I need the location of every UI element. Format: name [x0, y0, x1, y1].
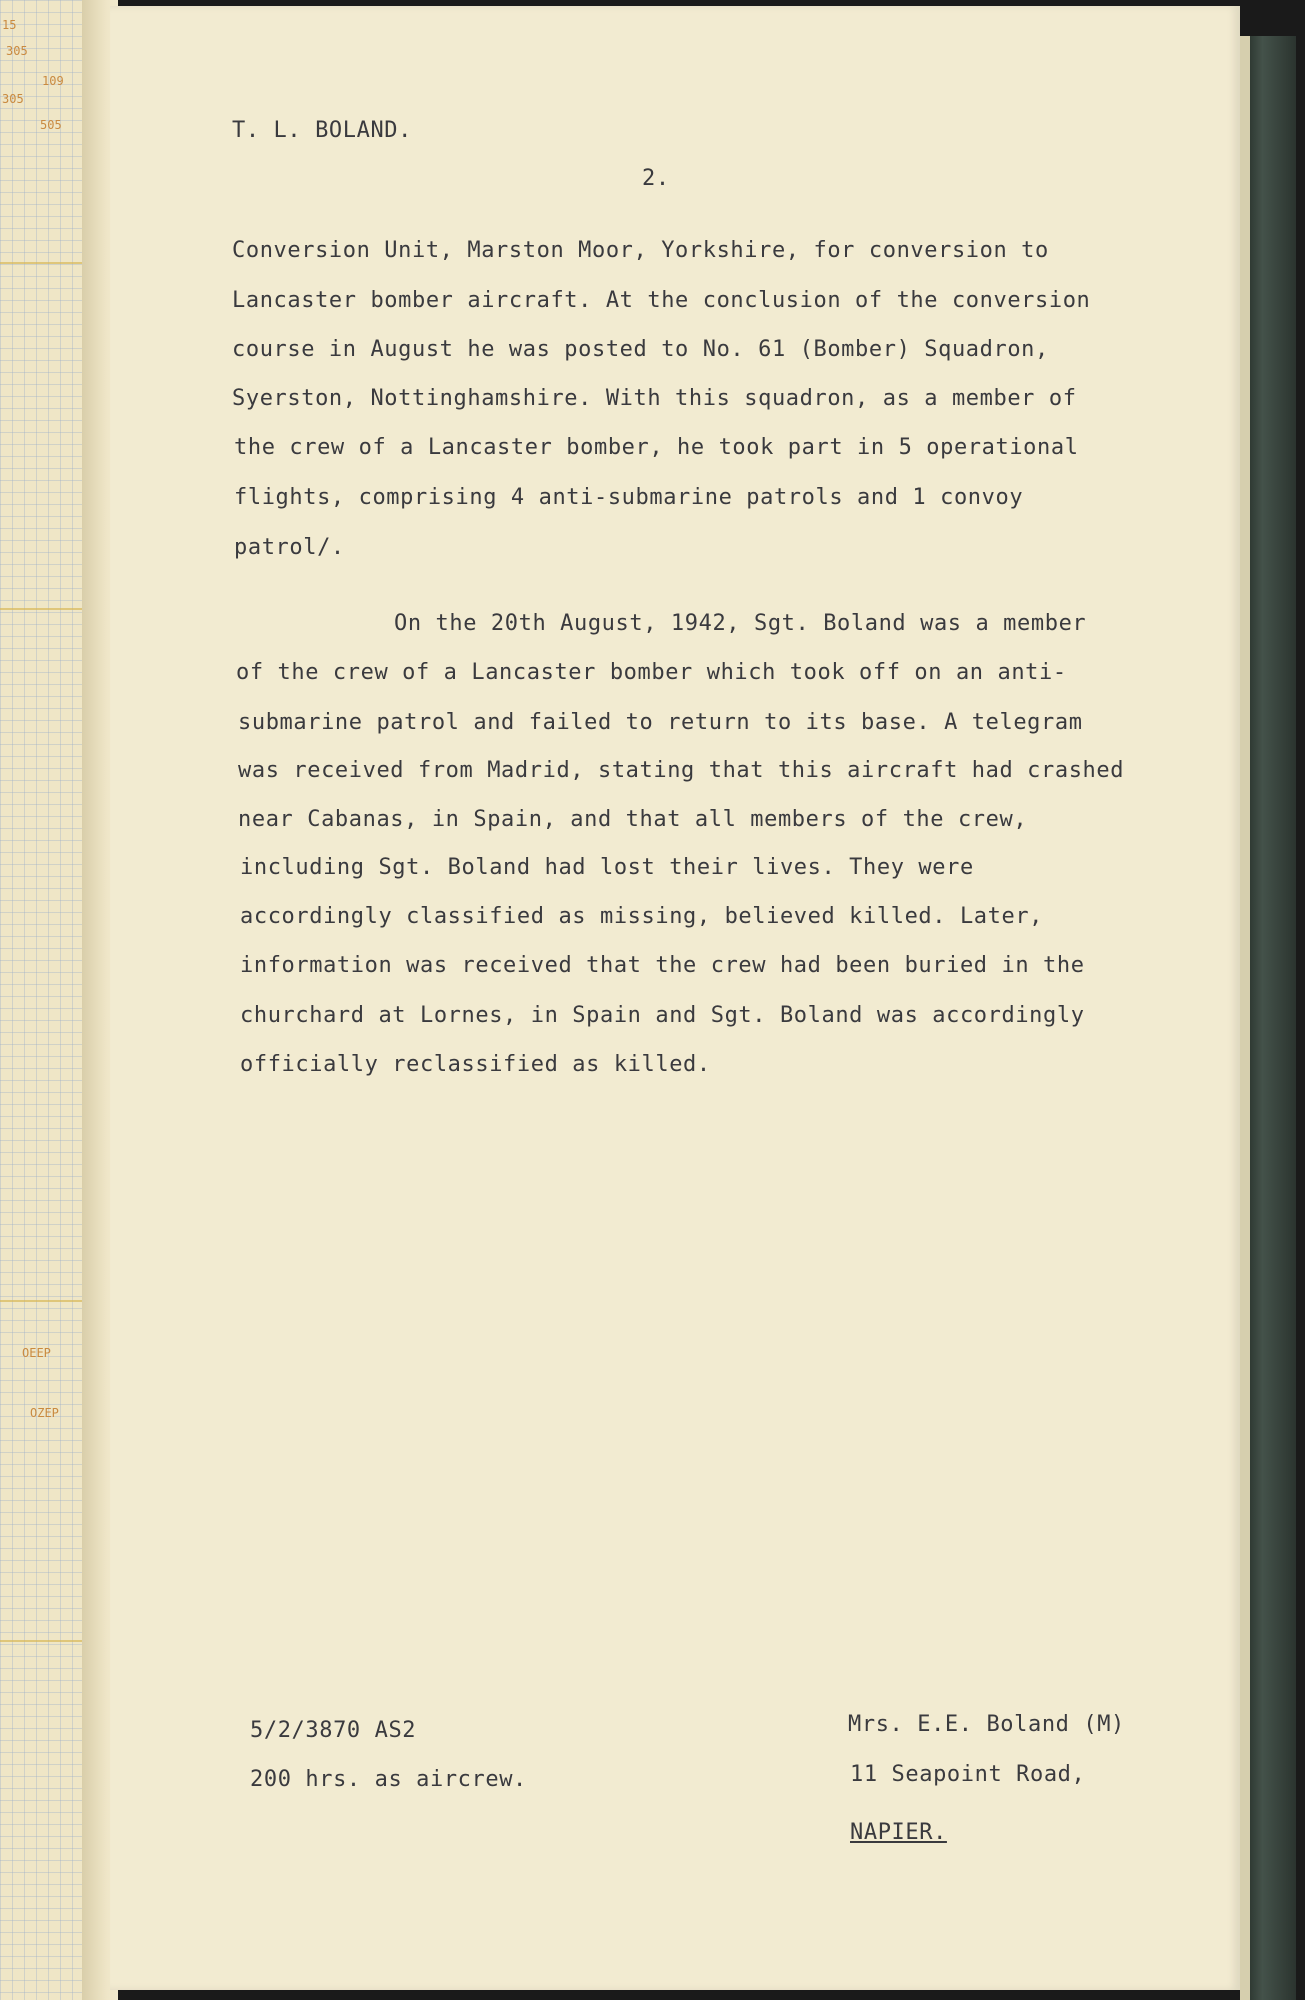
margin-mark: 15: [2, 18, 17, 32]
paragraph-2-line: including Sgt. Boland had lost their lives. They were: [240, 855, 974, 880]
paragraph-2-line: officially reclassified as killed.: [240, 1052, 711, 1077]
paragraph-2-line: On the 20th August, 1942, Sgt. Boland was a member: [394, 611, 1087, 636]
page-number: 2.: [642, 166, 670, 191]
paragraph-2-line: churchard at Lornes, in Spain and Sgt. Boland was accordingly: [240, 1003, 1085, 1028]
margin-mark: OZEP: [30, 1406, 59, 1420]
paragraph-2-line: near Cabanas, in Spain, and that all members of the crew,: [238, 807, 1028, 832]
paragraph-2-line: submarine patrol and failed to return to its base. A telegram: [238, 710, 1083, 735]
paragraph-1-line: flights, comprising 4 anti-submarine patrols and 1 convoy: [234, 485, 1024, 510]
book-cover-edge: [1240, 36, 1296, 2000]
paragraph-1-line: the crew of a Lancaster bomber, he took part in 5 operational: [234, 435, 1079, 460]
paragraph-2-line: information was received that the crew had been buried in the: [240, 953, 1085, 978]
margin-mark: OEEP: [22, 1346, 51, 1360]
left-margin-strip: [0, 0, 85, 2000]
document-header-name: T. L. BOLAND.: [232, 118, 412, 143]
paragraph-2-line: was received from Madrid, stating that this aircraft had crashed: [238, 758, 1125, 783]
paragraph-1-line: Conversion Unit, Marston Moor, Yorkshire, for conversion to: [232, 238, 1049, 263]
margin-mark: 505: [40, 118, 62, 132]
aircrew-hours: 200 hrs. as aircrew.: [250, 1767, 527, 1792]
paragraph-1-line: Lancaster bomber aircraft. At the conclusion of the conversion: [232, 288, 1091, 313]
paragraph-2-line: of the crew of a Lancaster bomber which took off on an anti-: [236, 660, 1067, 685]
paragraph-2-line: accordingly classified as missing, believed killed. Later,: [240, 904, 1044, 929]
paragraph-1-line: patrol/.: [234, 535, 345, 560]
addressee-name: Mrs. E.E. Boland (M): [848, 1712, 1125, 1737]
addressee-city: NAPIER.: [850, 1820, 947, 1845]
reference-number: 5/2/3870 AS2: [250, 1718, 417, 1743]
paragraph-1-line: Syerston, Nottinghamshire. With this squadron, as a member of: [232, 386, 1077, 411]
margin-mark: 109: [42, 74, 64, 88]
paragraph-1-line: course in August he was posted to No. 61 (Bomber) Squadron,: [232, 337, 1049, 362]
margin-mark: 305: [2, 92, 24, 106]
addressee-street: 11 Seapoint Road,: [850, 1762, 1086, 1787]
margin-mark: 305: [6, 44, 28, 58]
